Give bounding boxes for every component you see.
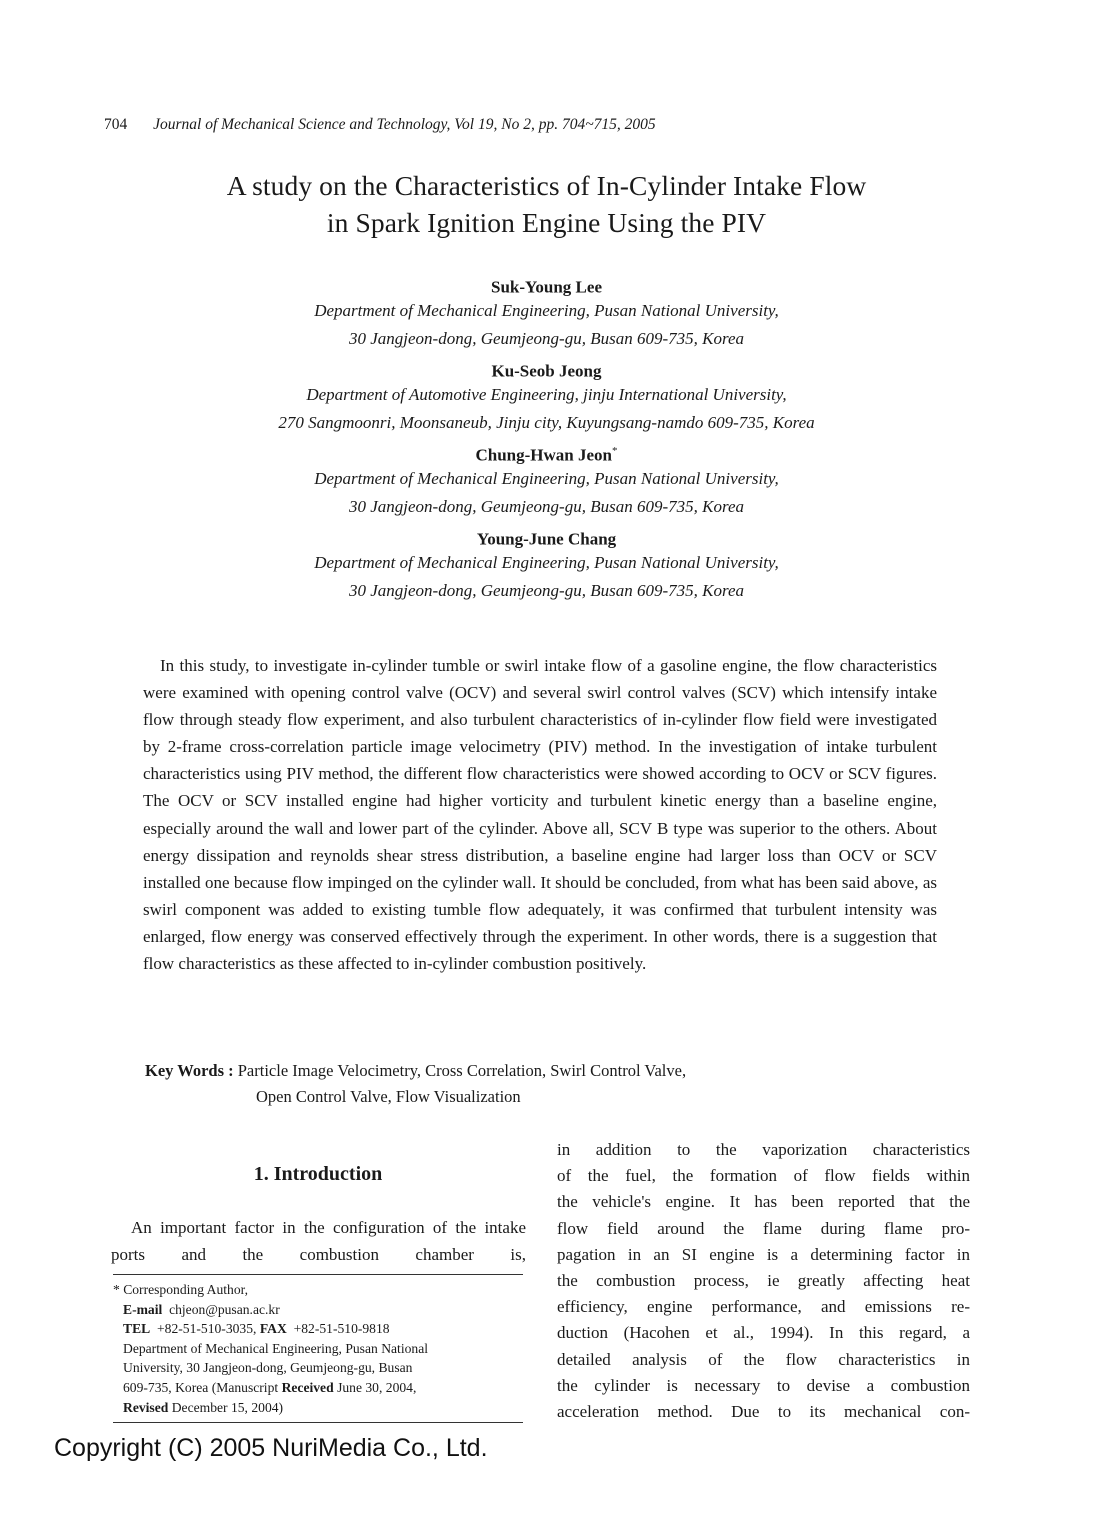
author-affiliation: Department of Mechanical Engineering, Pusan National University, (314, 469, 779, 488)
journal-citation: Journal of Mechanical Science and Technology, Vol 19, No 2, pp. 704~715, 2005 (153, 116, 656, 133)
author-address: 30 Jangjeon-dong, Geumjeong-gu, Busan 609-735, Korea (348, 497, 745, 516)
footnote-address-2: University, 30 Jangjeon-dong, Geumjeong-gu, Busan (123, 1360, 413, 1376)
author-name: Suk-Young Lee (490, 277, 602, 297)
author-address: 270 Sangmoonri, Moonsaneub, Jinju city, Kuyungsang-namdo 609-735, Korea (278, 413, 815, 432)
email-address: chjeon@pusan.ac.kr (169, 1301, 280, 1317)
text-line: in addition to the vaporization characteristics (557, 1140, 970, 1159)
footnote-revised: Revised December 15, 2004) (123, 1399, 284, 1415)
text-line: duction (Hacohen et al., 1994). In this regard, a (557, 1323, 970, 1343)
footnote-phone: TEL +82-51-510-3035, FAX +82-51-510-9818 (123, 1321, 390, 1337)
introduction-left-column (111, 1215, 526, 1268)
text-line: efficiency, engine performance, and emissions re- (557, 1297, 970, 1317)
author-address: 30 Jangjeon-dong, Geumjeong-gu, Busan 609-735, Korea (348, 329, 745, 348)
footnote-received: 609-735, Korea (Manuscript Received June 30, 2004, (123, 1379, 417, 1395)
paper-title (0, 167, 1093, 241)
abstract (143, 652, 937, 977)
keywords-line-2: Open Control Valve, Flow Visualization (256, 1087, 521, 1106)
running-head (104, 116, 656, 134)
text-line: detailed analysis of the flow characteristics in (557, 1349, 970, 1369)
author-name: Young-June Chang (476, 529, 617, 549)
copyright-notice: Copyright (C) 2005 NuriMedia Co., Ltd. (54, 1434, 488, 1462)
author-address: 30 Jangjeon-dong, Geumjeong-gu, Busan 609-735, Korea (348, 581, 745, 600)
text-line: of the fuel, the formation of flow fields within (557, 1166, 970, 1186)
author-name: Ku-Seob Jeong (491, 361, 602, 381)
author-affiliation: Department of Automotive Engineering, jinju International University, (306, 385, 787, 404)
section-heading-introduction: 1. Introduction (253, 1163, 383, 1185)
corresponding-author-mark: * (612, 445, 618, 457)
keywords-label: Key Words : (145, 1061, 234, 1080)
author-name: Chung-Hwan Jeon* (475, 445, 618, 465)
paper-title-line-1: A study on the Characteristics of In-Cylinder Intake Flow (226, 170, 867, 201)
footnote-divider (113, 1422, 523, 1423)
keywords (145, 1058, 865, 1110)
text-line: pagation in an SI engine is a determining factor in (557, 1244, 970, 1264)
page-number: 704 (104, 116, 128, 133)
footnote-divider (113, 1274, 523, 1275)
footnote (113, 1280, 525, 1417)
author-block (0, 269, 1093, 605)
introduction-paragraph: An important factor in the configuration of the intake ports and the combustion chamber is, (111, 1218, 526, 1264)
introduction-right-column (557, 1137, 970, 1425)
keywords-line-1: Particle Image Velocimetry, Cross Correlation, Swirl Control Valve, (237, 1061, 687, 1080)
author-affiliation: Department of Mechanical Engineering, Pusan National University, (314, 301, 779, 320)
text-line: flow field around the flame during flame pro- (557, 1218, 970, 1238)
text-line: the cylinder is necessary to devise a combustion (557, 1375, 970, 1395)
footnote-address-1: Department of Mechanical Engineering, Pusan National (123, 1340, 429, 1356)
text-line: the vehicle's engine. It has been reported that the (557, 1192, 970, 1212)
abstract-text: In this study, to investigate in-cylinder tumble or swirl intake flow of a gasoline engine, the flow characteristics were examined with opening control valve (OCV) and several swirl control valves (SCV) which intensify intake flow through steady flow experiment, and also turbulent characteristics of in-cylinder flow field were investigated by 2-frame cross-correlation particle image velocimetry (PIV) method. In the investigation of intake turbulent characteristics using PIV method, the different flow characteristics were showed according to OCV or SCV figures. The OCV or SCV installed engine had higher vorticity and turbulent kinetic energy than a baseline engine, especially around the wall and lower part of the cylinder. Above all, SCV B type was superior to the others. About energy dissipation and reynolds shear stress distribution, a baseline engine had larger loss than OCV or SCV installed one because flow impinged on the cylinder wall. It should be concluded, from what has been said above, as swirl component was added to existing tumble flow adequately, it was confirmed that turbulent intensity was enlarged, flow energy was conserved effectively through the experiment. In other words, there is a suggestion that flow characteristics as these affected to in-cylinder combustion positively. (143, 656, 937, 974)
text-line: the combustion process, ie greatly affecting heat (557, 1271, 970, 1291)
paper-title-line-2: in Spark Ignition Engine Using the PIV (326, 207, 767, 238)
footnote-email: E-mail chjeon@pusan.ac.kr (123, 1301, 280, 1317)
author-affiliation: Department of Mechanical Engineering, Pusan National University, (314, 553, 779, 572)
footnote-corresponding: * Corresponding Author, (113, 1282, 249, 1297)
text-line: acceleration method. Due to its mechanical con- (557, 1402, 970, 1422)
